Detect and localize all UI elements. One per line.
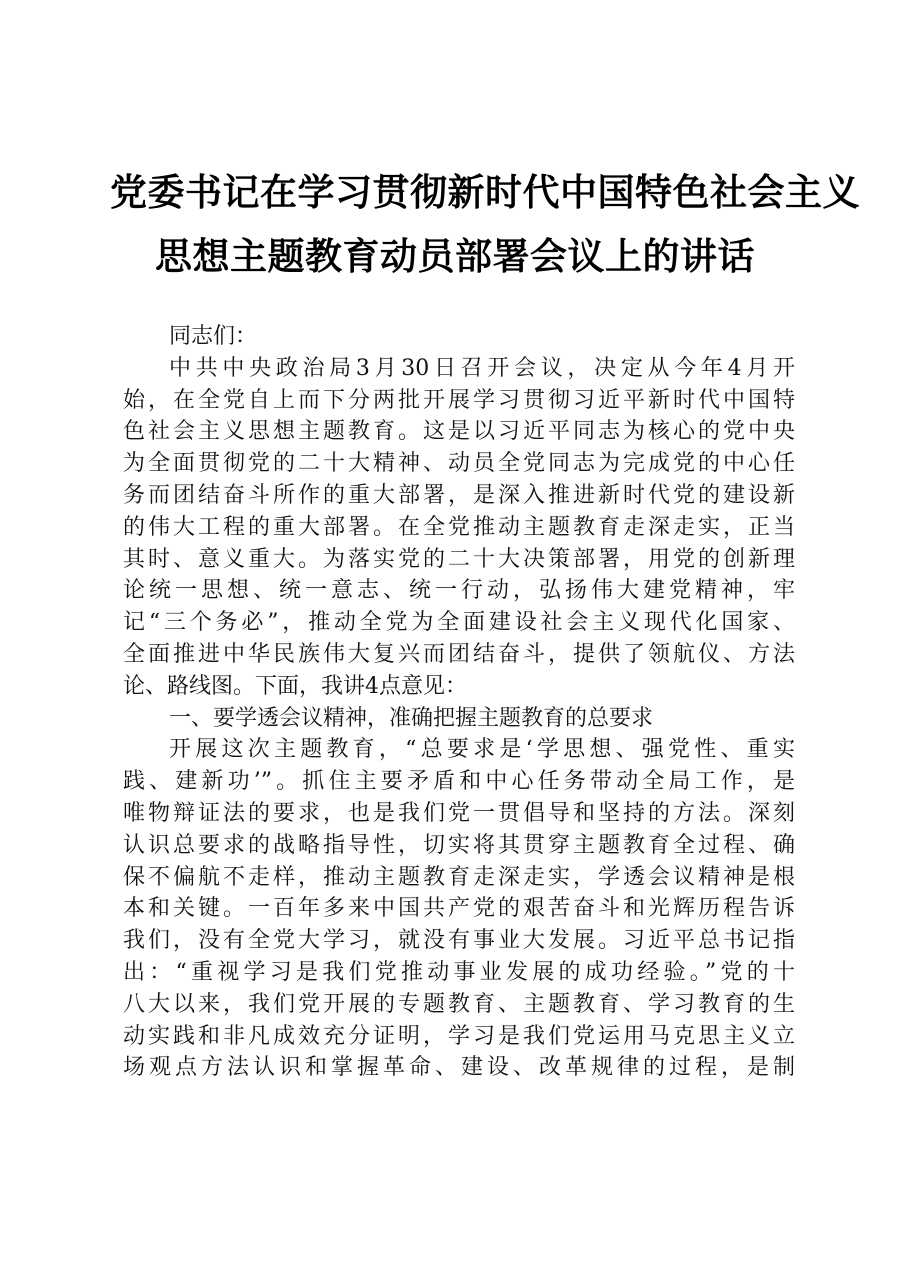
body-line: 其时、意义重大。为落实党的二十大决策部署，用党的创新理 <box>123 546 795 572</box>
body-line: 八大以来，我们党开展的专题教育、主题教育、学习教育的生 <box>123 991 795 1017</box>
document-title-line-1: 党委书记在学习贯彻新时代中国特色社会主义 <box>110 170 860 214</box>
body-line: 中共中央政治局3月30日召开会议，决定从今年4月开 <box>169 355 795 381</box>
body-line: 开展这次主题教育，“总要求是‘学思想、强党性、重实 <box>169 737 795 763</box>
body-line: 保不偏航不走样，推动主题教育走深走实，学透会议精神是根 <box>123 864 795 890</box>
body-line: 动实践和非凡成效充分证明，学习是我们党运用马克思主义立 <box>123 1023 795 1049</box>
body-line: 记“三个务必”，推动全党为全面建设社会主义现代化国家、 <box>123 610 795 636</box>
body-line: 同志们： <box>169 324 258 349</box>
body-line: 我们，没有全党大学习，就没有事业大发展。习近平总书记指 <box>123 928 795 954</box>
body-line: 色社会主义思想主题教育。这是以习近平同志为核心的党中央 <box>123 419 795 445</box>
body-line: 的伟大工程的重大部署。在全党推动主题教育走深走实，正当 <box>123 514 795 540</box>
document-body <box>123 321 795 1084</box>
body-line: 场观点方法认识和掌握革命、建设、改革规律的过程，是制 <box>123 1055 795 1081</box>
document-title-line-2: 思想主题教育动员部署会议上的讲话 <box>155 234 755 278</box>
body-line: 认识总要求的战略指导性，切实将其贯穿主题教育全过程、确 <box>123 832 795 858</box>
body-line: 践、建新功’”。抓住主要矛盾和中心任务带动全局工作，是 <box>123 769 795 795</box>
body-line: 为全面贯彻党的二十大精神、动员全党同志为完成党的中心任 <box>123 451 795 477</box>
body-line: 本和关键。一百年多来中国共产党的艰苦奋斗和光辉历程告诉 <box>123 896 795 922</box>
body-line: 出：“重视学习是我们党推动事业发展的成功经验。”党的十 <box>123 959 795 985</box>
body-line: 论统一思想、统一意志、统一行动，弘扬伟大建党精神，牢 <box>123 578 795 604</box>
body-line: 始，在全党自上而下分两批开展学习贯彻习近平新时代中国特 <box>123 387 795 413</box>
body-line: 务而团结奋斗所作的重大部署，是深入推进新时代党的建设新 <box>123 482 795 508</box>
body-line: 唯物辩证法的要求，也是我们党一贯倡导和坚持的方法。深刻 <box>123 800 795 826</box>
body-line: 全面推进中华民族伟大复兴而团结奋斗，提供了领航仪、方法 <box>123 641 795 667</box>
body-line: 一、要学透会议精神，准确把握主题教育的总要求 <box>169 705 654 731</box>
body-line: 论、路线图。下面，我讲4点意见： <box>123 673 467 699</box>
